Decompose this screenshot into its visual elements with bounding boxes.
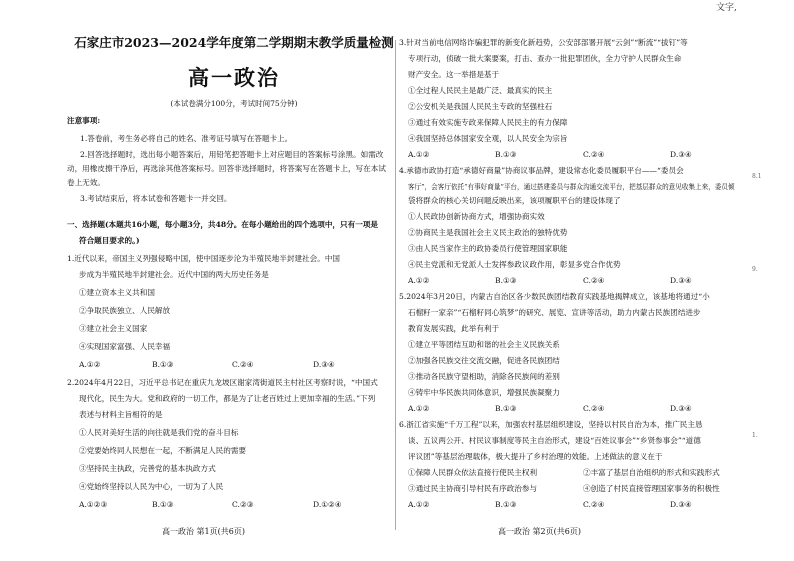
question-4-text: 4.承德市政协打造“承德好商量”协商议事品牌，建设常态化委员履职平台——“委员会 <box>399 166 684 175</box>
margin-mark: 1. <box>752 432 758 439</box>
notice-title: 注意事项: <box>67 116 101 125</box>
notice-line: 2.回答选择题时，选出每小题答案后，用铅笔把答题卡上对应题目的答案标号涂黑。如需改 <box>80 150 384 159</box>
question-4-option: ④民主党派和无党派人士发挥参政议政作用，彰显多党合作优势 <box>408 260 621 269</box>
question-2-option: ①人民对美好生活的向往就是我们党的奋斗目标 <box>79 428 239 437</box>
question-5-choice: C.②④ <box>583 404 605 413</box>
question-3-choice: D.③④ <box>670 150 692 159</box>
question-1-option: ④实现国家富强、人民幸福 <box>79 342 171 351</box>
question-6-option: ②丰富了基层自治组织的形式和实践形式 <box>583 468 720 477</box>
question-3-option: ①全过程人民民主是最广泛、最真实的民主 <box>408 86 553 95</box>
question-4-text: 袋将群众的核心关切问题反映出来，该项履职平台的建设体现了 <box>408 196 621 205</box>
question-2-choice: B.①③ <box>152 500 174 509</box>
question-2-option: ③坚持民主执政，完善党的基本执政方式 <box>79 464 216 473</box>
question-1-option: ②争取民族独立、人民解放 <box>79 306 171 315</box>
question-5-choice: B.①③ <box>495 404 517 413</box>
question-5-text: 教育发展实践，此举有利于 <box>408 324 500 333</box>
question-6-choice: A.①② <box>408 500 430 509</box>
question-6-option: ①保障人民群众依法直接行使民主权利 <box>408 468 538 477</box>
question-2-choice: A.①②③ <box>79 500 108 509</box>
notice-line: 卷上无效。 <box>67 178 105 187</box>
question-3-choice: C.②④ <box>583 150 605 159</box>
question-2-choice: C.②③ <box>232 500 254 509</box>
question-5-option: ①建立平等团结互助和谐的社会主义民族关系 <box>408 340 560 349</box>
question-2-choice: D.①②④ <box>313 500 342 509</box>
question-2-text: 2.2024年4月22日，习近平总书记在重庆九龙坡区谢家湾街道民主村社区考察时说，“中国式 <box>67 378 378 387</box>
question-5-choice: A.①② <box>408 404 430 413</box>
question-4-choice: C.②④ <box>583 276 605 285</box>
question-2-option: ②党要始终同人民想在一起，不断满足人民的需要 <box>79 446 247 455</box>
question-4-option: ①人民政协创新协商方式，增强协商实效 <box>408 212 545 221</box>
exam-note: (本试卷满分100分，考试时间75分钟) <box>170 99 298 108</box>
question-1-text: 步成为半殖民地半封建社会。近代中国的两大历史任务是 <box>79 270 269 279</box>
question-1-option: ①建立资本主义共和国 <box>79 288 155 297</box>
question-3-option: ③通过有效实施专政来保障人民民主的有力保障 <box>408 118 568 127</box>
question-4-choice: A.①② <box>408 276 430 285</box>
question-4-option: ②协商民主是我国社会主义民主政治的独特优势 <box>408 228 568 237</box>
question-4-option: ③由人民当家作主的政协委员行使管理国家职能 <box>408 244 568 253</box>
watermark-text: 文字, <box>716 3 737 13</box>
margin-mark: 9. <box>752 266 758 273</box>
question-3-choice: A.①② <box>408 150 430 159</box>
question-6-text: 6.浙江省实施“千万工程”以来，加强农村基层组织建设，坚持以村民自治为本，推广民主恳 <box>399 420 703 429</box>
question-1-option: ③建立社会主义国家 <box>79 324 148 333</box>
notice-line: 3.考试结束后，将本试卷和答题卡一并交回。 <box>80 194 232 203</box>
page-divider <box>395 40 396 530</box>
question-6-text: 评议团”等基层治理载体，极大提升了乡村治理的效能。上述做法的意义在于 <box>408 452 663 461</box>
question-5-option: ③推动各民族守望相助，消除各民族间的差别 <box>408 372 560 381</box>
question-5-option: ②加强各民族交往交流交融，促进各民族团结 <box>408 356 560 365</box>
question-1-choice: B.①③ <box>152 360 174 369</box>
question-4-choice: B.①③ <box>495 276 517 285</box>
exam-header: 石家庄市2023—2024学年度第二学期期末教学质量检测 <box>74 35 394 50</box>
question-3-text: 财产安全。这一举措是基于 <box>408 70 500 79</box>
question-5-text: 5.2024年3月20日，内蒙古自治区各少数民族团结教育实践基地揭牌成立，该基地将通过“小 <box>399 292 710 301</box>
section-title: 符合题目要求的。) <box>79 236 140 245</box>
question-5-text: 石榴籽一家亲”“石榴籽同心筑梦”的研究、展览、宣讲等活动，助力内蒙古民族团结进步 <box>408 308 701 317</box>
question-4-choice: D.③④ <box>670 276 692 285</box>
question-2-text: 现代化，民生为大。党和政府的一切工作，都是为了让老百姓过上更加幸福的生活。”下列 <box>79 394 376 403</box>
question-3-choice: B.①③ <box>495 150 517 159</box>
question-6-choice: D.③④ <box>670 500 692 509</box>
question-6-option: ④创造了村民直接管理国家事务的积极性 <box>583 484 720 493</box>
question-5-choice: D.③④ <box>670 404 692 413</box>
question-6-text: 谈、五议两公开、村民议事制度等民主自治形式，建设“百姓议事会”“乡贤参事会”“道德 <box>408 436 701 445</box>
subject-title: 高一政治 <box>188 65 280 90</box>
question-3-option: ④我国坚持总体国家安全观，以人民安全为宗旨 <box>408 134 568 143</box>
section-title: 一、选择题(本题共16小题，每小题3分，共48分。在每小题给出的四个选项中，只有一项是 <box>67 220 378 229</box>
question-5-option: ④铸牢中华民族共同体意识，增强民族凝聚力 <box>408 388 560 397</box>
question-1-choice: A.①② <box>79 360 101 369</box>
question-1-text: 1.近代以来，帝国主义列强侵略中国，使中国逐步沦为半殖民地半封建社会。中国 <box>67 254 341 263</box>
left-page <box>0 0 395 561</box>
notice-line: 1.答卷前，考生务必将自己的姓名、准考证号填写在答题卡上。 <box>80 134 293 143</box>
question-3-text: 3.针对当前电信网络诈骗犯罪的新变化新趋势，公安部部署开展“云剑”“断流”“拔钉”等 <box>399 38 688 47</box>
right-page <box>398 0 750 561</box>
page-footer: 高一政治 第2页(共6页) <box>498 527 581 536</box>
question-2-option: ④党始终坚持以人民为中心，一切为了人民 <box>79 482 224 491</box>
question-6-option: ③通过民主协商引导村民有序政治参与 <box>408 484 538 493</box>
notice-line: 动，用橡皮擦干净后，再选涂其他答案标号。回答非选择题时，将答案写在答题卡上，写在本试 <box>67 164 386 173</box>
question-3-text: 专项行动，侦破一批大案要案，打击、查办一批犯罪团伙，全力守护人民群众生命 <box>408 54 682 63</box>
question-1-choice: D.③④ <box>313 360 335 369</box>
question-6-choice: B.①③ <box>495 500 517 509</box>
question-6-choice: C.②④ <box>583 500 605 509</box>
question-2-text: 表述与材料主旨相符的是 <box>79 410 163 419</box>
question-1-choice: C.②④ <box>232 360 254 369</box>
margin-mark: 8.1 <box>752 173 762 180</box>
question-3-option: ②公安机关是我国人民民主专政的坚强柱石 <box>408 102 553 111</box>
question-4-text: 客厅”，会客厅依托“有事好商量”平台，通过搭建委员与群众沟通交流平台，把基层群众的意见收集上来，委员倾 <box>408 183 735 191</box>
page-footer: 高一政治 第1页(共6页) <box>162 527 245 536</box>
